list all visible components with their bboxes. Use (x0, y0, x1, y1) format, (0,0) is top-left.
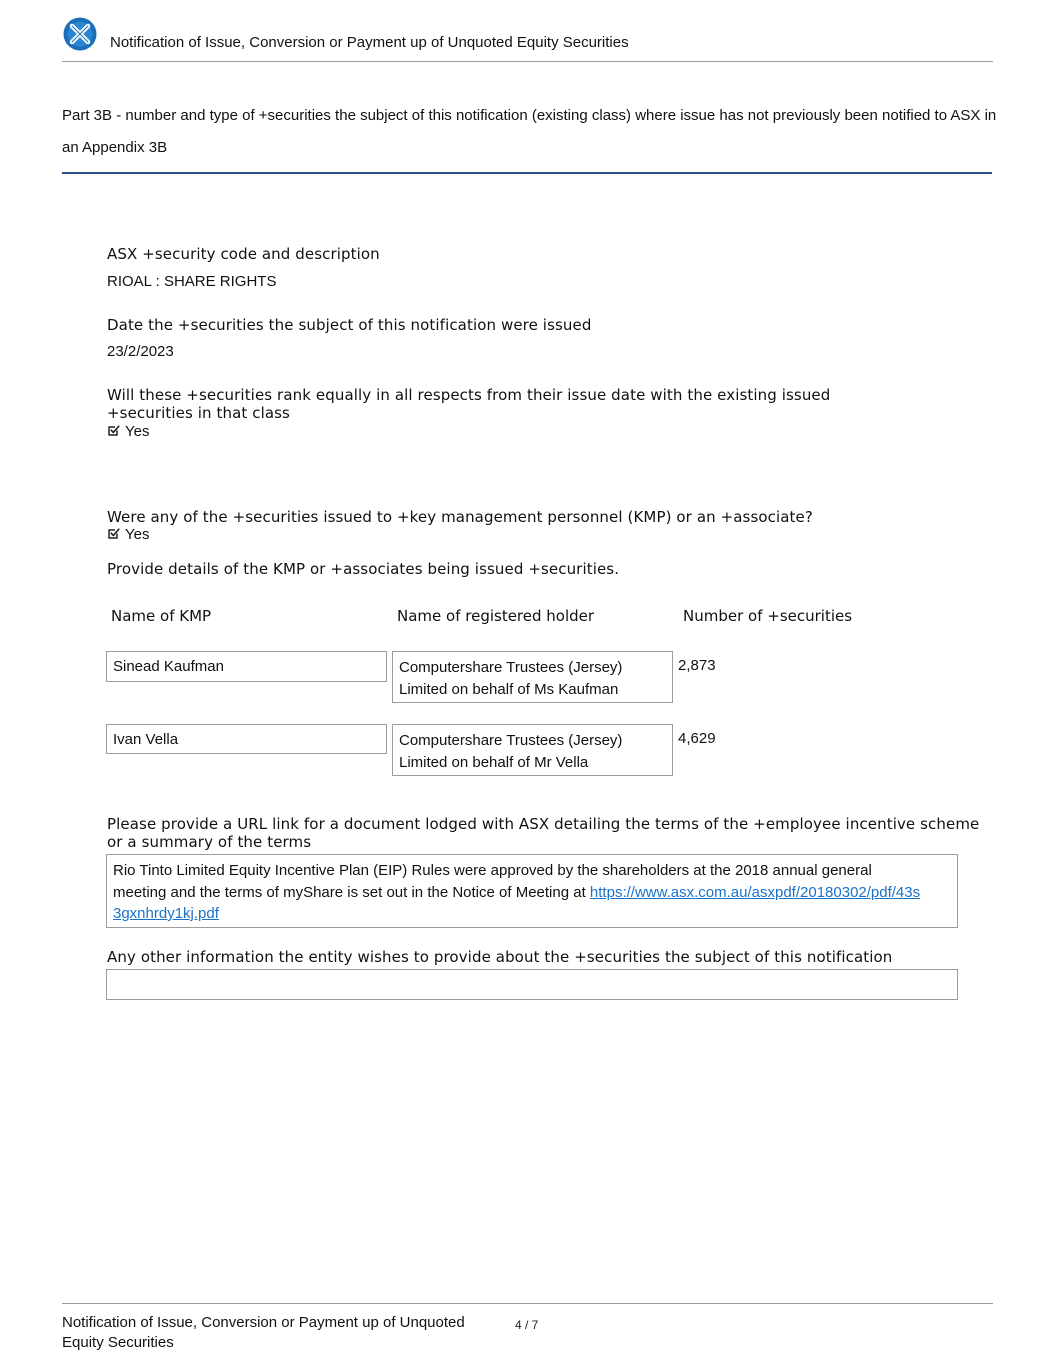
kmp-answer: Yes (107, 526, 149, 543)
security-code-label: ASX +security code and description (107, 245, 380, 263)
kmp-name-field: Sinead Kaufman (106, 651, 387, 682)
other-info-field (106, 969, 958, 1000)
issue-date-label: Date the +securities the subject of this notification were issued (107, 316, 592, 334)
footer-divider (62, 1303, 993, 1304)
checkbox-checked-icon (107, 424, 120, 437)
number-securities-value: 2,873 (678, 657, 716, 674)
issue-date-value: 23/2/2023 (107, 343, 174, 360)
header-divider (62, 61, 993, 62)
checkbox-checked-icon (107, 527, 120, 540)
rank-equally-label: Will these +securities rank equally in all respects from their issue date with the existing issued +securities in that class (107, 386, 831, 422)
part-heading: Part 3B - number and type of +securities the subject of this notification (existing class) where issue has not previously been notified to ASX in an Appendix 3B (62, 107, 997, 156)
rank-equally-answer: Yes (107, 423, 149, 440)
number-securities-value: 4,629 (678, 730, 716, 747)
kmp-details-label: Provide details of the KMP or +associates being issued +securities. (107, 560, 620, 578)
registered-holder-field: Computershare Trustees (Jersey) Limited on behalf of Mr Vella (392, 724, 673, 776)
security-code-value: RIOAL : SHARE RIGHTS (107, 273, 277, 290)
asx-logo-icon (63, 17, 97, 51)
header-title: Notification of Issue, Conversion or Payment up of Unquoted Equity Securities (110, 34, 629, 51)
kmp-question-label: Were any of the +securities issued to +key management personnel (KMP) or an +associate? (107, 508, 813, 526)
column-header-number-securities: Number of +securities (683, 607, 853, 625)
registered-holder-field: Computershare Trustees (Jersey) Limited on behalf of Ms Kaufman (392, 651, 673, 703)
url-link-label: Please provide a URL link for a document lodged with ASX detailing the terms of the +employee incentive scheme or a summary of the terms (107, 815, 980, 851)
part-divider (62, 172, 992, 174)
column-header-kmp-name: Name of KMP (111, 607, 212, 625)
column-header-registered-holder: Name of registered holder (397, 607, 595, 625)
page-number: 4 / 7 (515, 1318, 539, 1332)
eip-rules-link-continued[interactable]: 3gxnhrdy1kj.pdf (113, 905, 219, 922)
url-link-field: Rio Tinto Limited Equity Incentive Plan (EIP) Rules were approved by the shareholders at the 2018 annual general meeting and the terms of myShare is set out in the Notice of Meeting at https://www.asx.com.au/asxpdf/20180302/pdf/43s 3gxnhrdy1kj.pdf (106, 854, 958, 928)
kmp-name-field: Ivan Vella (106, 724, 387, 754)
footer-title: Notification of Issue, Conversion or Payment up of Unquoted Equity Securities (62, 1314, 465, 1351)
other-info-label: Any other information the entity wishes to provide about the +securities the subject of this notification (107, 948, 893, 966)
eip-rules-link[interactable]: https://www.asx.com.au/asxpdf/20180302/pdf/43s (589, 883, 921, 901)
